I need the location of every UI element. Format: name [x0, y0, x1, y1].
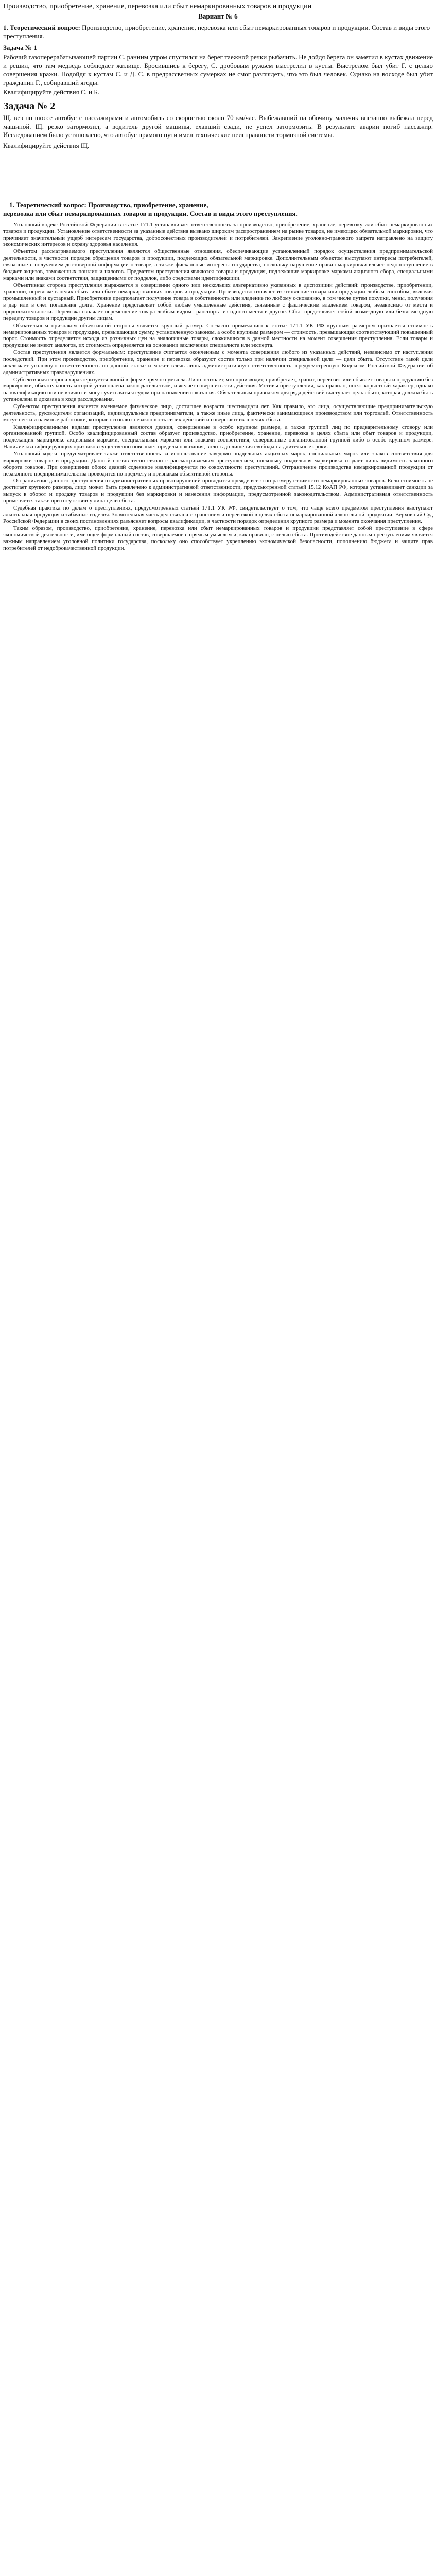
theory-body [3, 222, 433, 552]
theory-paragraph: Уголовный кодекс Российской Федерации в статье 171.1 устанавливает ответственность за производство, приобретение, хранение, перевозку или сбыт немаркированных товаров и продукции. Установление ответственности за указанные действия вызвано широким распространением на рынке товаров, не имеющих обязательной маркировки, что причиняет значительный ущерб интересам государства, добросовестных производителей и потребителей. Закрепление уголовно-правового запрета направлено на защиту экономических интересов и охрану здоровья населения. [3, 221, 433, 248]
theory-paragraph: Отграничение данного преступления от административных правонарушений проводится прежде всего по размеру стоимости немаркированных товаров. Если стоимость не достигает крупного размера, лицо может быть привлечено к административной ответственности, предусмотренной статьей 15.12 КоАП РФ, которая устанавливает санкции за выпуск в оборот и продажу товаров и продукции без маркировки и нанесения информации, предусмотренной законодательством. Административная ответственность применяется также при отсутствии у лица цели сбыта. [3, 478, 433, 504]
theory-paragraph: Субъективная сторона характеризуется виной в форме прямого умысла. Лицо осознает, что производит, приобретает, хранит, перевозит или сбывает товары и продукцию без маркировки, обязательность которой установлена законодательством, и желает совершить эти действия. Мотивы преступления, как правило, носят корыстный характер, однако на квалификацию они не влияют и могут учитываться судом при назначении наказания. Обязательным признаком для ряда действий выступает цель сбыта, которая должна быть установлена и доказана в ходе расследования. [3, 376, 433, 403]
theory-question [3, 24, 433, 41]
theory-paragraph: Состав преступления является формальным: преступление считается оконченным с момента совершения любого из указанных действий, независимо от наступления последствий. При этом производство, приобретение, хранение и перевозка образуют состав только при наличии специальной цели — цели сбыта. Отсутствие такой цели исключает уголовную ответственность по данной статье и может влечь лишь административную ответственность, предусмотренную Кодексом Российской Федерации об административных правонарушениях. [3, 349, 433, 376]
theory-paragraph: Квалифицированными видами преступления являются деяния, совершенные в особо крупном размере, а также группой лиц по предварительному сговору или организованной группой. Особо квалифицированный состав образует производство, приобретение, хранение, перевозка в целях сбыта или сбыт товаров и продукции, подлежащих маркировке акцизными марками, специальными марками или знаками соответствия, совершенные организованной группой либо в особо крупном размере. Наличие квалифицирующих признаков существенно повышает пределы наказания, вплоть до лишения свободы на длительные сроки. [3, 423, 433, 450]
task1-question: Квалифицируйте действия С. и Б. [3, 88, 99, 96]
theory-paragraph: Обязательным признаком объективной стороны является крупный размер. Согласно примечанию к статье 171.1 УК РФ крупным размером признается стоимость немаркированных товаров и продукции, превышающая сумму, установленную законом, а особо крупным размером — стоимость, превышающая соответствующий повышенный порог. Стоимость определяется исходя из розничных цен на аналогичные товары, сложившихся в данной местности на момент совершения преступления. Если товары и продукция не имеют аналогов, их стоимость определяется на основании заключения специалиста или эксперта. [3, 322, 433, 349]
variant-label: Вариант № 6 [198, 12, 238, 20]
task2-question: Квалифицируйте действия Щ. [3, 141, 90, 149]
task2-text: Щ. вез по шоссе автобус с пассажирами и автомобиль со скоростью около 70 км/час. Выбежавший на обочину мальчик внезапно выбежал перед машиной. Щ. резко затормозил, а водитель другой машины, ехавший сзади, не успел затормозить. В результате аварии погиб пассажир. Исследованием было установлено, что автобус прямого пути имел технические неисправности тормозной системы. [3, 114, 433, 139]
theory-paragraph: Уголовный кодекс предусматривает также ответственность за использование заведомо поддельных акцизных марок, специальных марок или знаков соответствия для маркировки товаров и продукции. Данный состав тесно связан с рассматриваемым преступлением, поскольку поддельная маркировка создает лишь видимость законного оборота товаров. При совершении обоих деяний содеянное квалифицируется по совокупности преступлений. Отграничение производства немаркированной продукции от незаконного предпринимательства проводится по предмету и признакам объективной стороны. [3, 451, 433, 477]
theory-paragraph: Субъектом преступления является вменяемое физическое лицо, достигшее возраста шестнадцати лет. Как правило, это лица, осуществляющие предпринимательскую деятельность, руководители организаций, индивидуальные предприниматели, а также иные лица, фактически занимающиеся производством или торговлей. Ответственность могут нести и наемные работники, которые осознают незаконность своих действий и совершают их в целях сбыта. [3, 403, 433, 423]
document-title: Производство, приобретение, хранение, перевозка или сбыт немаркированных товаров и продукции [3, 3, 312, 10]
task1-heading: Задача № 1 [3, 43, 37, 52]
theory-subheading: перевозка или сбыт немаркированных товаров и продукции. Состав и виды этого преступления. [3, 209, 298, 217]
theory-heading: 1. Теоретический вопрос: Производство, приобретение, хранение, [9, 201, 208, 209]
task2-heading: Задача № 2 [3, 100, 56, 112]
theory-question-label: 1. Теоретический вопрос: [3, 24, 80, 32]
task1-text: Рабочий газоперерабатывающей партии С. ранним утром спустился на берег таежной речки рыбачить. Не дойдя берега он заметил в кустах движение и решил, что там медведь соблюдает жилище. Бросившись к берегу, С. дробовым ружьём выстрелил в кусты. Выстрелом был убит Г. с целью совершения кражи. Подойдя к кустам С. и Д. С. в предрассветных сумерках не смог разглядеть, что это был человек. Однако на восходе был убит гражданин Г., собиравший ягоды. [3, 53, 433, 87]
theory-paragraph: Таким образом, производство, приобретение, хранение, перевозка или сбыт немаркированных товаров и продукции представляет собой преступление в сфере экономической деятельности, имеющее формальный состав, совершаемое с прямым умыслом и, как правило, с целью сбыта. Противодействие данным преступлениям является важным направлением уголовной политики государства, поскольку оно способствует укреплению экономической безопасности, пополнению бюджета и защите прав потребителей от недоброкачественной продукции. [3, 525, 433, 552]
document-header [3, 2, 433, 150]
theory-paragraph: Объективная сторона преступления выражается в совершении одного или нескольких альтернативно указанных в диспозиции действий: производстве, приобретении, хранении, перевозке в целях сбыта или сбыте немаркированных товаров и продукции. Производство означает изготовление товара или продукции любым способом, включая промышленный и кустарный. Приобретение предполагает получение товара в собственность или владение по любому основанию, в том числе путем покупки, мены, получения в дар или в счет погашения долга. Хранение представляет собой любые умышленные действия, связанные с фактическим владением товаром, независимо от места и продолжительности. Перевозка означает перемещение товара любым видом транспорта из одного места в другое. Сбыт представляет собой возмездную или безвозмездную передачу товаров и продукции другим лицам. [3, 282, 433, 321]
theory-section [3, 201, 433, 552]
theory-question-text: Производство, приобретение, хранение, перевозка или сбыт немаркированных товаров и продукции. Состав и виды этого преступления. [3, 24, 430, 40]
theory-paragraph: Объектом рассматриваемого преступления являются общественные отношения, обеспечивающие установленный порядок осуществления предпринимательской деятельности, в частности порядок обращения товаров и продукции, подлежащих обязательной маркировке. Дополнительным объектом выступают интересы потребителей, связанные с получением достоверной информации о товаре, а также фискальные интересы государства, поскольку нарушение правил маркировки влечет недопоступление в бюджет акцизов, таможенных пошлин и налогов. Предметом преступления являются товары и продукция, подлежащие маркировке марками акцизного сбора, специальными марками или знаками соответствия, защищенными от подделок, либо средствами идентификации. [3, 248, 433, 281]
theory-paragraph: Судебная практика по делам о преступлениях, предусмотренных статьей 171.1 УК РФ, свидетельствует о том, что чаще всего предметом преступления выступают алкогольная продукция и табачные изделия. Значительная часть дел связана с хранением и перевозкой в целях сбыта немаркированной алкогольной продукции. Верховный Суд Российской Федерации в своих постановлениях разъясняет вопросы квалификации, в частности порядок определения крупного размера и момента окончания преступления. [3, 504, 433, 524]
